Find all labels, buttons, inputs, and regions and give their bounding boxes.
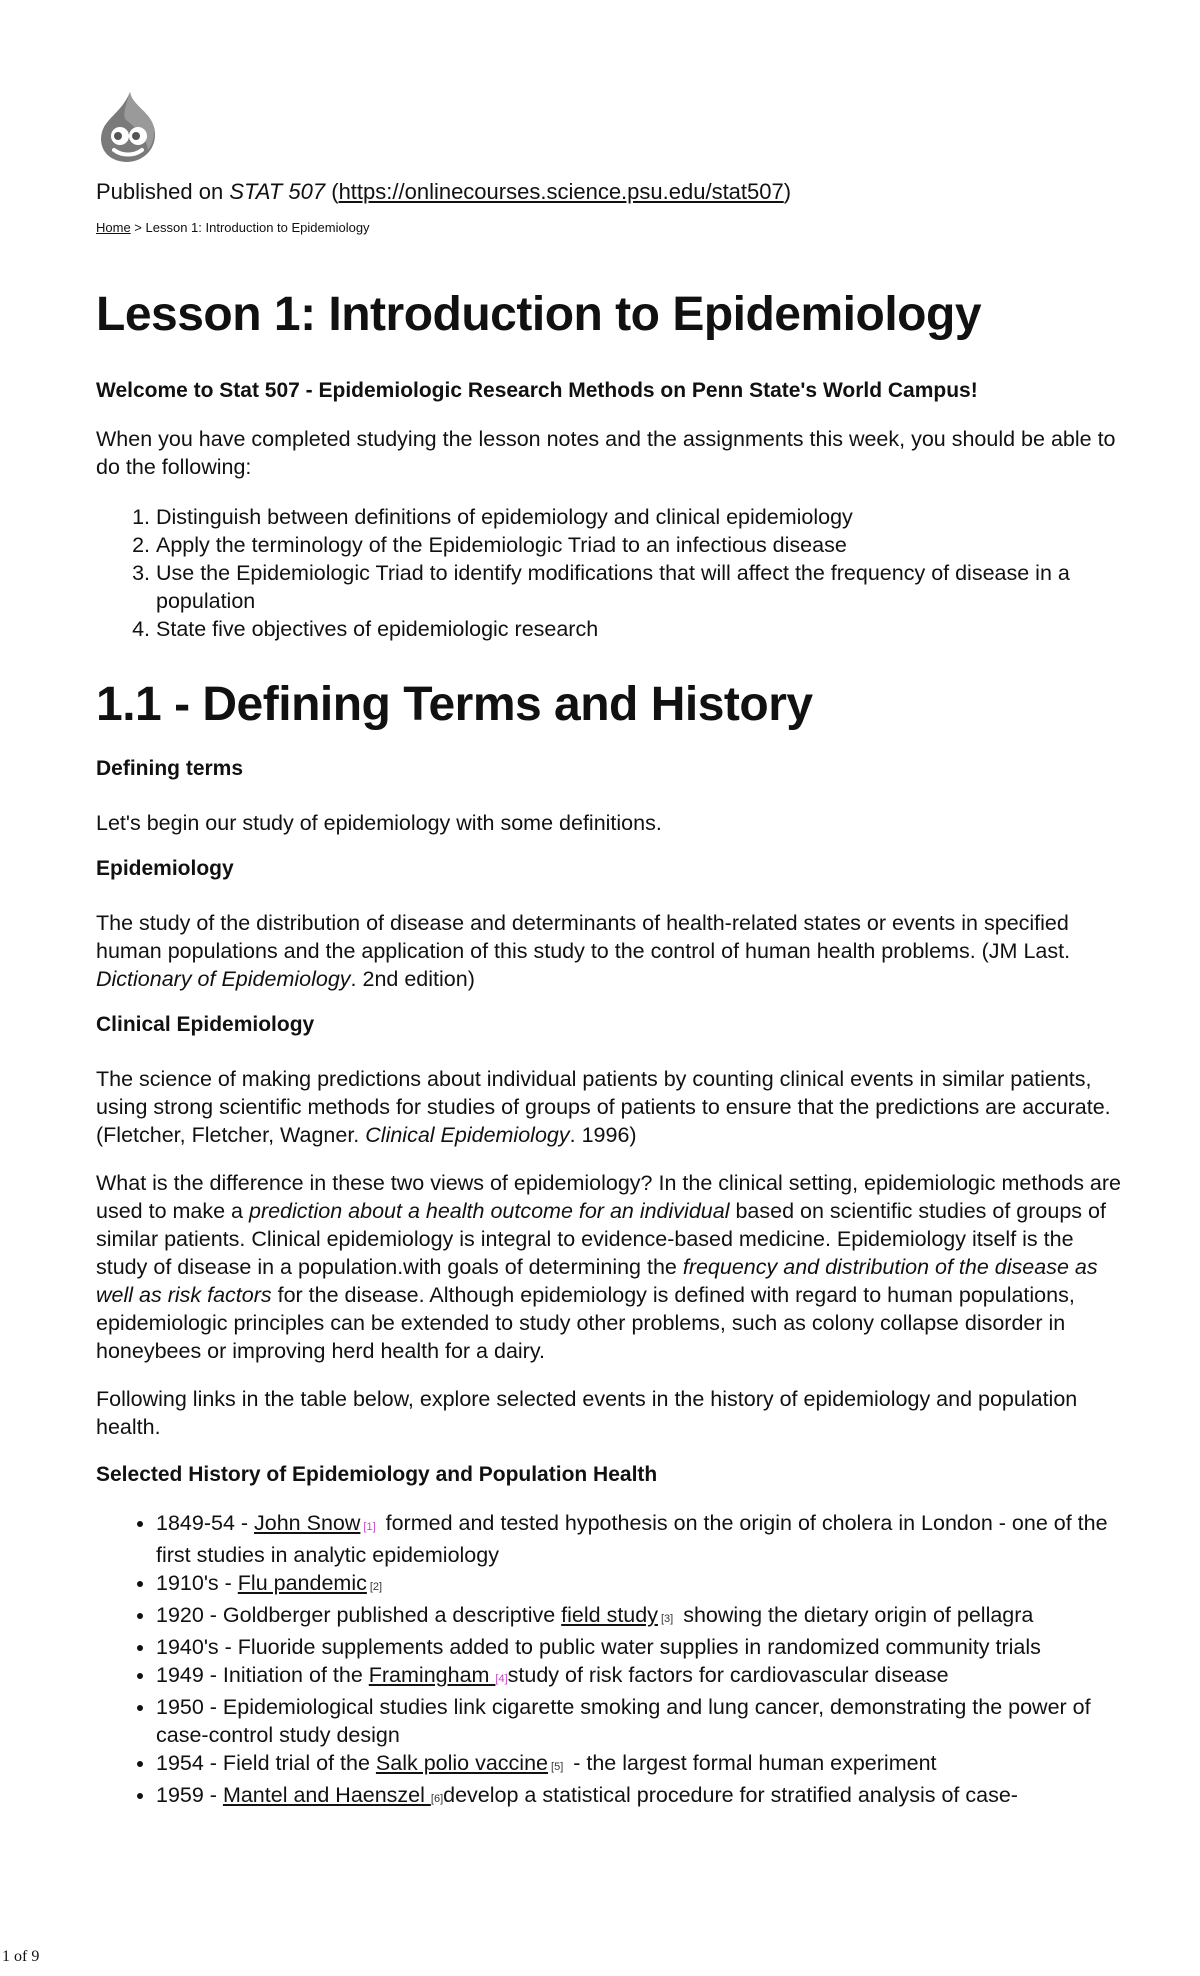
history-text: 1954 - Field trial of the: [156, 1751, 376, 1775]
history-text: showing the dietary origin of pellagra: [677, 1603, 1034, 1627]
objective-item: 4. State five objectives of epidemiologic research: [156, 615, 1126, 643]
section-title: 1.1 - Defining Terms and History: [96, 678, 813, 731]
site-name: STAT 507: [229, 179, 326, 204]
reference-marker: [2]: [369, 1581, 383, 1593]
history-item: [156, 1601, 1126, 1633]
welcome-text: Welcome to Stat 507 - Epidemiologic Research Methods on Penn State's World Campus!: [96, 379, 978, 402]
reference-marker: [3]: [660, 1613, 674, 1625]
published-prefix: Published on: [96, 179, 230, 204]
flu-pandemic-link[interactable]: Flu pandemic: [237, 1571, 367, 1595]
epi-def-text: The study of the distribution of disease and determinants of health-related states or events in specified human populations and the application of this study to the control of human health problems. (JM Last.: [96, 911, 1071, 963]
breadcrumb: [96, 220, 1126, 235]
page-number: 1 of 9: [2, 1948, 40, 1965]
history-item: [156, 1509, 1126, 1569]
history-text: 1920 - Goldberger published a descriptive: [156, 1603, 562, 1627]
published-line: Published on STAT 507 (https://onlinecourses.science.psu.edu/stat507): [96, 179, 792, 204]
epidemiology-heading: Epidemiology: [96, 857, 234, 880]
page-content: [96, 90, 1126, 1813]
history-item: • 1950 - Epidemiological studies link cigarette smoking and lung cancer, demonstrating the power of case-control study design: [156, 1693, 1126, 1749]
clin-def-text: The science of making predictions about individual patients by counting clinical events in similar patients, using strong scientific methods for studies of groups of patients to ensure that the predictions are accurate. (Fletcher, Fletcher, Wagner.: [96, 1067, 1111, 1147]
history-item: • 1940's - Fluoride supplements added to public water supplies in randomized community trials: [156, 1633, 1126, 1661]
defining-terms-heading: Defining terms: [96, 757, 244, 780]
objectives-list: [96, 503, 1126, 643]
reference-marker: [5]: [551, 1761, 564, 1773]
objective-item: 3. Use the Epidemiologic Triad to identify modifications that will affect the frequency of disease in a population: [156, 559, 1126, 615]
framingham-link[interactable]: Framingham: [368, 1663, 496, 1687]
page-title: Lesson 1: Introduction to Epidemiology: [96, 288, 982, 341]
history-item: [156, 1661, 1126, 1693]
clinical-epidemiology-definition: [96, 1065, 1126, 1149]
epi-def-edition: . 2nd edition): [350, 967, 475, 991]
salk-polio-vaccine-link[interactable]: Salk polio vaccine: [375, 1751, 549, 1775]
diff-text-3: for the disease. Although epidemiology is defined with regard to human populations, epidemiologic principles can be extended to study other problems, such as colony collapse disorder in honeybees or improving herd health for a dairy.: [96, 1283, 1075, 1363]
field-study-link[interactable]: field study: [561, 1603, 658, 1627]
site-url-link[interactable]: https://onlinecourses.science.psu.edu/stat507: [338, 179, 784, 204]
reference-marker: [1]: [363, 1521, 376, 1533]
history-text: formed and tested hypothesis on the origin of cholera in London - one of the first studies in analytic epidemiology: [156, 1511, 1108, 1567]
drupal-logo-icon: [96, 90, 160, 166]
epi-def-source: Dictionary of Epidemiology: [96, 967, 351, 991]
history-list: [96, 1509, 1126, 1813]
intro-paragraph: When you have completed studying the lesson notes and the assignments this week, you should be able to do the following:: [96, 427, 1116, 479]
reference-marker: [4]: [495, 1673, 508, 1685]
begin-paragraph: Let's begin our study of epidemiology with some definitions.: [96, 811, 662, 835]
diff-text-2: based on scientific studies of groups of similar patients. Clinical epidemiology is integral to evidence-based medicine. Epidemiology itself is the study of disease in a population.with goals of determining the: [96, 1199, 1106, 1279]
clin-def-year: . 1996): [569, 1123, 637, 1147]
mantel-haenszel-link[interactable]: Mantel and Haenszel: [222, 1783, 431, 1807]
history-date: 1849-54 -: [156, 1511, 255, 1535]
following-paragraph: Following links in the table below, explore selected events in the history of epidemiology and population health.: [96, 1387, 1078, 1439]
history-date: 1910's -: [156, 1571, 238, 1595]
difference-paragraph: [96, 1169, 1126, 1365]
history-heading: Selected History of Epidemiology and Population Health: [96, 1463, 658, 1486]
epidemiology-definition: [96, 909, 1126, 993]
clin-def-source: Clinical Epidemiology: [365, 1123, 570, 1147]
objective-item: 1. Distinguish between definitions of epidemiology and clinical epidemiology: [156, 503, 1126, 531]
history-text: study of risk factors for cardiovascular disease: [507, 1663, 949, 1687]
history-text: - the largest formal human experiment: [567, 1751, 937, 1775]
diff-emphasis-2: frequency and distribution of the disease as well as risk factors: [96, 1255, 1098, 1307]
clinical-epidemiology-heading: Clinical Epidemiology: [96, 1013, 315, 1036]
breadcrumb-separator: >: [130, 220, 146, 235]
breadcrumb-home-link[interactable]: Home: [96, 220, 131, 235]
history-text: develop a statistical procedure for stratified analysis of case-: [443, 1783, 1018, 1807]
history-text: 1949 - Initiation of the: [156, 1663, 369, 1687]
john-snow-link[interactable]: John Snow: [254, 1511, 361, 1535]
breadcrumb-current: Lesson 1: Introduction to Epidemiology: [145, 220, 370, 235]
history-item: [156, 1781, 1126, 1813]
diff-emphasis-1: prediction about a health outcome for an individual: [248, 1199, 730, 1223]
history-date: 1959 -: [156, 1783, 223, 1807]
objective-item: 2. Apply the terminology of the Epidemiologic Triad to an infectious disease: [156, 531, 1126, 559]
history-item: [156, 1749, 1126, 1781]
history-item: [156, 1569, 1126, 1601]
diff-text-1: What is the difference in these two views of epidemiology? In the clinical setting, epidemiologic methods are used to make a: [96, 1171, 1121, 1223]
reference-marker: [6]: [430, 1793, 444, 1805]
